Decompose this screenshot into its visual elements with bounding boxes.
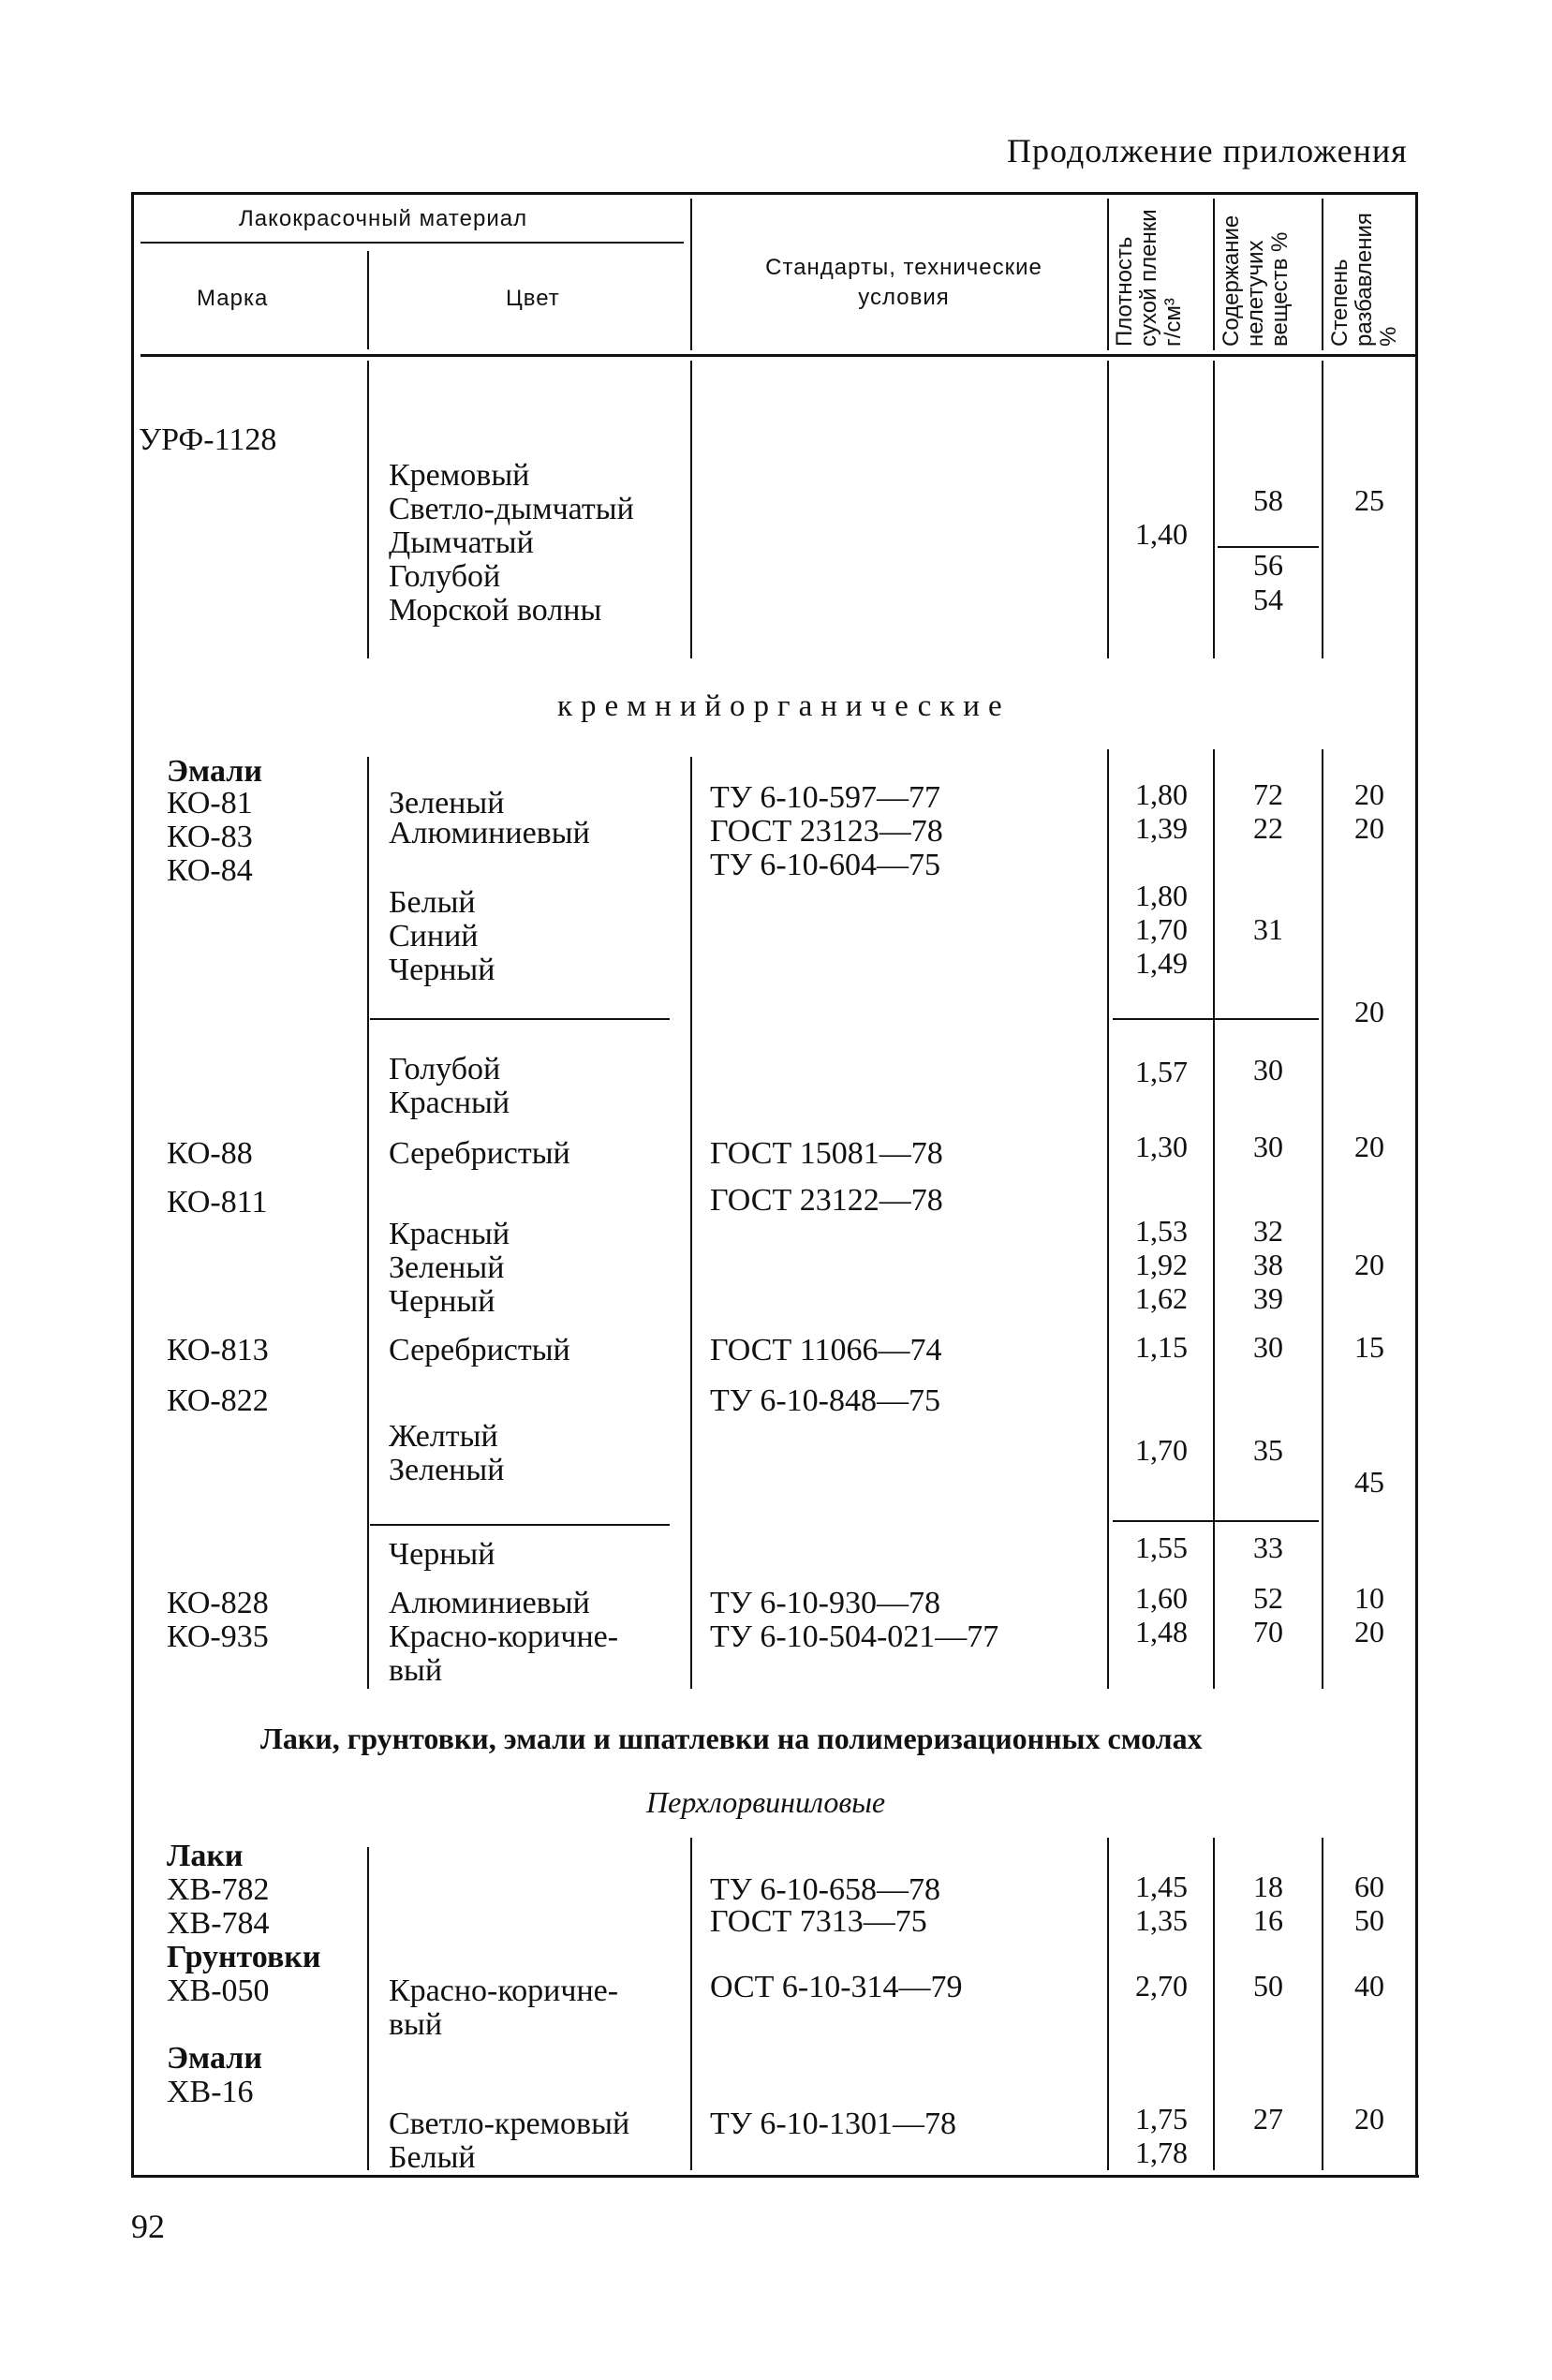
standard-cell: ТУ 6-10-597—77	[710, 780, 940, 815]
color-cell: Синий	[389, 919, 479, 953]
dilution-cell: 15	[1354, 1330, 1384, 1364]
color-cell: Желтый	[389, 1419, 498, 1454]
dilution-cell: 10	[1354, 1581, 1384, 1615]
standard-cell: ГОСТ 23123—78	[710, 814, 943, 849]
nonvolatile-cell: 38	[1253, 1248, 1283, 1281]
dilution-cell: 40	[1354, 1969, 1384, 2003]
color-cell: Красно-коричне-	[389, 1619, 619, 1654]
color-cell: Голубой	[389, 1052, 501, 1087]
brand-cell: КО-811	[167, 1185, 268, 1220]
brand-cell: УРФ-1128	[139, 422, 277, 457]
color-cell: Черный	[389, 1537, 495, 1572]
brand-group-label: Грунтовки	[167, 1940, 321, 1974]
table-bottom-rule	[131, 2175, 1419, 2178]
nonvolatile-cell: 70	[1253, 1615, 1283, 1648]
standard-cell: ОСТ 6-10-314—79	[710, 1970, 963, 2004]
brand-cell: ХВ-784	[167, 1906, 270, 1941]
header-nonvolatile: Содержание нелетучих веществ %	[1219, 214, 1293, 347]
nonvolatile-cell: 39	[1253, 1281, 1283, 1315]
brand-cell: КО-828	[167, 1586, 269, 1620]
density-cell: 1,48	[1135, 1615, 1188, 1648]
nonvolatile-cell: 72	[1253, 777, 1283, 811]
color-cell: Серебристый	[389, 1136, 570, 1171]
cell-divider	[1113, 1018, 1319, 1020]
dilution-cell: 20	[1354, 995, 1384, 1028]
dilution-cell: 25	[1354, 483, 1384, 517]
col-sep-standard	[690, 757, 692, 1689]
table-left-border	[131, 192, 134, 2178]
density-cell: 2,70	[1135, 1969, 1188, 2003]
dilution-cell: 20	[1354, 1248, 1384, 1281]
color-cell: Зеленый	[389, 786, 505, 820]
density-cell: 1,60	[1135, 1581, 1188, 1615]
brand-group-label: Эмали	[167, 2041, 262, 2076]
standard-cell: ТУ 6-10-604—75	[710, 848, 940, 882]
nonvolatile-cell: 16	[1253, 1903, 1283, 1937]
color-cell: Зеленый	[389, 1250, 505, 1285]
section-heading: кремнийорганические	[557, 689, 1011, 723]
header-material: Лакокрасочный материал	[239, 206, 528, 231]
col-sep-color	[367, 361, 369, 658]
col-sep-dilution	[1322, 749, 1323, 1689]
standard-cell: ТУ 6-10-658—78	[710, 1872, 940, 1907]
header-color: Цвет	[506, 286, 560, 311]
brand-cell: ХВ-16	[167, 2075, 254, 2109]
nonvolatile-cell: 18	[1253, 1870, 1283, 1903]
density-cell: 1,92	[1135, 1248, 1188, 1281]
nonvolatile-cell: 27	[1253, 2102, 1283, 2136]
col-sep-color	[367, 1847, 369, 2170]
header-sep-brand-color	[367, 251, 369, 349]
density-cell: 1,45	[1135, 1870, 1188, 1903]
brand-cell: ХВ-782	[167, 1872, 270, 1907]
dilution-cell: 20	[1354, 2102, 1384, 2136]
standard-cell: ТУ 6-10-504-021—77	[710, 1619, 999, 1654]
header-standards: Стандарты, технические условия	[765, 255, 1042, 310]
nonvolatile-cell: 30	[1253, 1053, 1283, 1087]
standard-cell: ГОСТ 15081—78	[710, 1136, 943, 1171]
standard-cell: ТУ 6-10-848—75	[710, 1383, 940, 1418]
brand-cell: КО-822	[167, 1383, 269, 1418]
nonvolatile-cell: 58	[1253, 483, 1283, 517]
brand-cell: КО-813	[167, 1333, 269, 1367]
density-cell: 1,80	[1135, 777, 1188, 811]
table-top-rule	[131, 192, 1417, 195]
brand-cell: ХВ-050	[167, 1973, 270, 2008]
nonvolatile-cell: 33	[1253, 1530, 1283, 1564]
page-number: 92	[131, 2208, 165, 2245]
color-cell: Голубой	[389, 559, 501, 594]
density-cell: 1,49	[1135, 946, 1188, 980]
color-cell: Кремовый	[389, 458, 530, 493]
nonvolatile-cell: 30	[1253, 1330, 1283, 1364]
dilution-cell: 60	[1354, 1870, 1384, 1903]
col-sep-density	[1107, 1838, 1109, 2170]
brand-group-label: Эмали	[167, 754, 262, 789]
col-sep-dilution	[1322, 361, 1323, 658]
nonvolatile-cell: 32	[1253, 1214, 1283, 1248]
col-sep-density	[1107, 361, 1109, 658]
nonvolatile-cell: 31	[1253, 912, 1283, 946]
col-sep-standard	[690, 361, 692, 658]
cell-divider	[1113, 1520, 1319, 1522]
header-sep-material-standard	[690, 199, 692, 350]
color-cell: Красный	[389, 1217, 510, 1251]
color-cell: Белый	[389, 885, 476, 920]
cell-divider	[370, 1018, 670, 1020]
brand-group-label: Лаки	[167, 1839, 244, 1873]
header-sep-standard-density	[1107, 199, 1109, 350]
cell-divider	[370, 1524, 670, 1526]
color-cell: Дымчатый	[389, 525, 534, 560]
density-cell: 1,78	[1135, 2136, 1188, 2169]
color-cell: Черный	[389, 953, 495, 987]
density-cell: 1,70	[1135, 912, 1188, 946]
color-cell: Зеленый	[389, 1453, 505, 1487]
density-cell: 1,80	[1135, 879, 1188, 912]
col-sep-nonvolatile	[1213, 1838, 1215, 2170]
header-subrule	[140, 242, 684, 244]
color-cell: вый	[389, 2007, 443, 2042]
color-cell: Светло-кремовый	[389, 2107, 630, 2141]
nonvolatile-cell: 50	[1253, 1969, 1283, 2003]
color-cell: Черный	[389, 1284, 495, 1319]
header-bottom-rule	[140, 354, 1417, 357]
color-cell: Белый	[389, 2140, 476, 2175]
header-density: Плотность сухой пленки г/см³	[1112, 209, 1186, 347]
col-sep-color	[367, 757, 369, 1689]
brand-cell: КО-88	[167, 1136, 253, 1171]
color-cell: Красно-коричне-	[389, 1973, 619, 2008]
nonvolatile-cell: 52	[1253, 1581, 1283, 1615]
dilution-cell: 45	[1354, 1465, 1384, 1499]
standard-cell: ГОСТ 7313—75	[710, 1904, 927, 1939]
col-sep-standard	[690, 1838, 692, 2170]
col-sep-density	[1107, 749, 1109, 1689]
dilution-cell: 50	[1354, 1903, 1384, 1937]
col-sep-nonvolatile	[1213, 749, 1215, 1689]
density-cell: 1,15	[1135, 1330, 1188, 1364]
header-sep-nonvolatile-dilution	[1322, 199, 1323, 350]
header-sep-density-nonvolatile	[1213, 199, 1215, 350]
color-cell: Морской волны	[389, 593, 602, 628]
density-cell: 1,39	[1135, 811, 1188, 845]
standard-cell: ТУ 6-10-1301—78	[710, 2107, 956, 2141]
density-cell: 1,62	[1135, 1281, 1188, 1315]
dilution-cell: 20	[1354, 1130, 1384, 1163]
color-cell: вый	[389, 1653, 443, 1688]
header-dilution: Степень разбавления %	[1327, 213, 1401, 347]
density-cell: 1,55	[1135, 1530, 1188, 1564]
nonvolatile-cell: 54	[1253, 583, 1283, 616]
standard-cell: ГОСТ 11066—74	[710, 1333, 942, 1367]
color-cell: Алюминиевый	[389, 1586, 590, 1620]
dilution-cell: 20	[1354, 811, 1384, 845]
color-cell: Красный	[389, 1086, 510, 1120]
nonvolatile-cell: 30	[1253, 1130, 1283, 1163]
density-cell: 1,53	[1135, 1214, 1188, 1248]
density-cell: 1,57	[1135, 1055, 1188, 1088]
nonvolatile-cell: 22	[1253, 811, 1283, 845]
header-brand: Марка	[197, 286, 269, 311]
table-right-border	[1415, 192, 1418, 2178]
color-cell: Серебристый	[389, 1333, 570, 1367]
density-cell: 1,75	[1135, 2102, 1188, 2136]
color-cell: Алюминиевый	[389, 816, 590, 850]
density-cell: 1,40	[1135, 517, 1188, 551]
col-sep-dilution	[1322, 1838, 1323, 2170]
col-sep-nonvolatile	[1213, 361, 1215, 658]
dilution-cell: 20	[1354, 777, 1384, 811]
density-cell: 1,35	[1135, 1903, 1188, 1937]
standard-cell: ТУ 6-10-930—78	[710, 1586, 940, 1620]
nonvolatile-cell: 35	[1253, 1433, 1283, 1467]
subsection-heading: Перхлорвиниловые	[646, 1785, 886, 1819]
running-title: Продолжение приложения	[1007, 132, 1408, 170]
brand-cell: КО-81	[167, 786, 253, 820]
brand-cell: КО-84	[167, 853, 253, 888]
density-cell: 1,70	[1135, 1433, 1188, 1467]
brand-cell: КО-83	[167, 820, 253, 854]
standard-cell: ГОСТ 23122—78	[710, 1183, 943, 1218]
color-cell: Светло-дымчатый	[389, 492, 634, 526]
density-cell: 1,30	[1135, 1130, 1188, 1163]
dilution-cell: 20	[1354, 1615, 1384, 1648]
section-heading: Лаки, грунтовки, эмали и шпатлевки на полимеризационных смолах	[260, 1722, 1203, 1755]
brand-cell: КО-935	[167, 1619, 269, 1654]
nonvolatile-cell: 56	[1253, 548, 1283, 582]
